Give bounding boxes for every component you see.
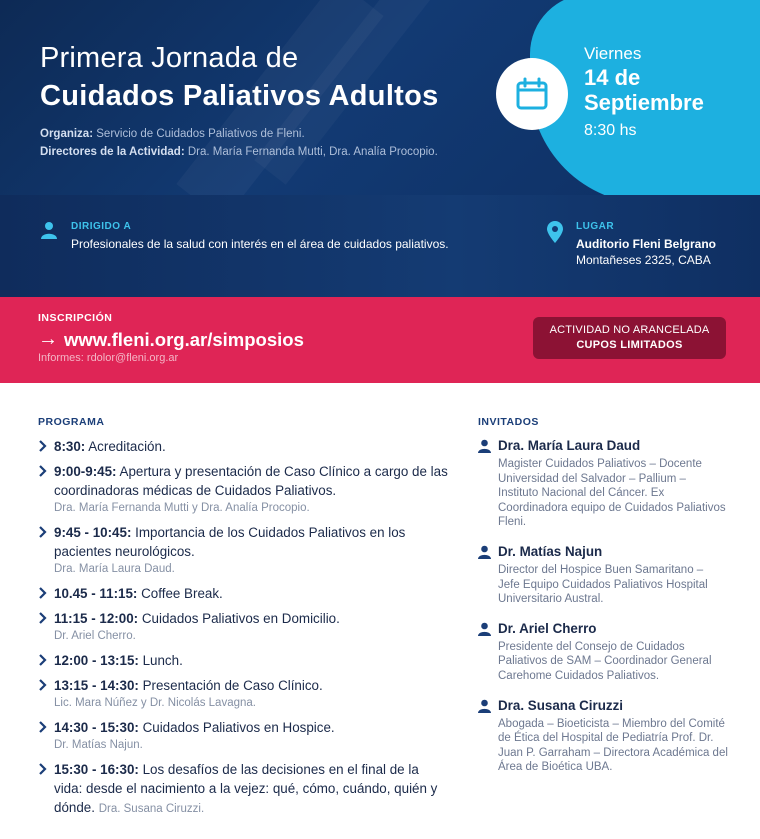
calendar-badge xyxy=(496,58,568,130)
program-text: Cuidados Paliativos en Domicilio. xyxy=(141,611,340,626)
contact-email[interactable]: Informes: rdolor@fleni.org.ar xyxy=(38,352,179,364)
badge-line2: CUPOS LIMITADOS xyxy=(576,339,683,351)
guest-name: Dr. Ariel Cherro xyxy=(498,620,597,636)
program-item xyxy=(38,437,450,456)
chevron-right-icon xyxy=(38,679,48,691)
registration-url[interactable]: www.fleni.org.ar/simposios xyxy=(64,328,304,350)
audience-label: DIRIGIDO A xyxy=(71,221,132,232)
guest-card xyxy=(478,543,728,607)
program-time: 9:45 - 10:45: xyxy=(54,525,132,540)
chevron-right-icon xyxy=(38,465,48,477)
program-time: 10.45 - 11:15: xyxy=(54,586,138,601)
guests-list xyxy=(478,437,728,788)
registration-band xyxy=(0,297,760,383)
program-item xyxy=(38,462,450,517)
guest-description: Director del Hospice Buen Samaritano – Jefe Equipo Cuidados Paliativos Hospital Universitario Austral. xyxy=(498,563,708,606)
program-text: Lunch. xyxy=(142,653,183,668)
date-day-of-week: Viernes xyxy=(584,44,642,63)
person-icon xyxy=(478,545,491,559)
date-time: 8:30 hs xyxy=(584,122,637,139)
program-text: Importancia de los Cuidados Paliativos en los pacientes neurológicos. xyxy=(54,525,406,559)
guest-description: Magister Cuidados Paliativos – Docente Universidad del Salvador – Pallium – Instituto Nacional del Cáncer. Ex Coordinadora equipo de Cuidados Paliativos Fleni. xyxy=(498,458,726,529)
date-month: Septiembre xyxy=(584,90,704,115)
program-time: 12:00 - 13:15: xyxy=(54,653,139,668)
program-time: 11:15 - 12:00: xyxy=(54,611,139,626)
program-speaker: Dr. Ariel Cherro. xyxy=(54,630,136,642)
guest-name: Dra. María Laura Daud xyxy=(498,438,641,453)
program-speaker: Dra. María Laura Daud. xyxy=(54,563,175,575)
program-text: Presentación de Caso Clínico. xyxy=(142,678,323,693)
program-item xyxy=(38,676,450,712)
person-icon xyxy=(478,622,491,636)
arrow-right-icon: → xyxy=(38,328,58,350)
program-time: 15:30 - 16:30: xyxy=(54,762,139,777)
program-item xyxy=(38,584,450,603)
program-text: Cuidados Paliativos en Hospice. xyxy=(142,720,335,735)
badge-line1: ACTIVIDAD NO ARANCELADA xyxy=(549,324,710,336)
venue-label: LUGAR xyxy=(576,221,615,232)
directors-value: Dra. María Fernanda Mutti, Dra. Analía Procopio. xyxy=(187,146,438,158)
organizer-label: Organiza: xyxy=(40,128,94,140)
person-icon xyxy=(40,221,58,239)
directors-label: Directores de la Actividad: xyxy=(40,146,185,158)
venue-address: Montañeses 2325, CABA xyxy=(576,253,711,267)
program-time: 14:30 - 15:30: xyxy=(54,720,139,735)
program-text: Acreditación. xyxy=(88,439,166,454)
person-icon xyxy=(478,439,491,453)
person-icon xyxy=(478,699,491,713)
program-item xyxy=(38,609,450,645)
chevron-right-icon xyxy=(38,763,48,775)
program-list xyxy=(38,437,450,825)
event-title-line1: Primera Jornada de xyxy=(40,42,299,74)
location-pin-icon xyxy=(547,221,563,243)
program-item xyxy=(38,718,450,754)
chevron-right-icon xyxy=(38,526,48,538)
chevron-right-icon xyxy=(38,721,48,733)
guest-card xyxy=(478,620,728,684)
guest-name: Dra. Susana Ciruzzi xyxy=(498,697,624,713)
info-band xyxy=(0,195,760,297)
guest-card xyxy=(478,697,728,775)
program-item xyxy=(38,760,450,819)
chevron-right-icon xyxy=(38,612,48,624)
chevron-right-icon xyxy=(38,440,48,452)
program-time: 13:15 - 14:30: xyxy=(54,678,139,693)
program-item xyxy=(38,651,450,670)
program-text: Coffee Break. xyxy=(141,586,223,601)
program-text: Apertura y presentación de Caso Clínico a cargo de las coordinadoras médicas de Cuidados Paliativos. xyxy=(54,464,448,498)
guests-title: INVITADOS xyxy=(478,416,539,428)
registration-link[interactable] xyxy=(38,328,304,351)
program-item xyxy=(38,523,450,578)
venue-name: Auditorio Fleni Belgrano xyxy=(576,237,716,251)
free-activity-badge xyxy=(533,317,726,359)
program-speaker: Dr. Matías Najun. xyxy=(54,739,143,751)
header-banner xyxy=(0,0,760,195)
program-time: 8:30: xyxy=(54,439,86,454)
directors-line xyxy=(40,146,438,158)
organizer-value: Servicio de Cuidados Paliativos de Fleni. xyxy=(96,128,305,140)
program-text: Los desafíos de las decisiones en el final de la vida: desde el nacimiento a la vejez: qué, cómo, cuándo, quién y dónde. xyxy=(54,762,438,815)
chevron-right-icon xyxy=(38,654,48,666)
guest-card xyxy=(478,437,728,530)
date-day: 14 de xyxy=(584,65,641,90)
program-speaker: Dra. María Fernanda Mutti y Dra. Analía Procopio. xyxy=(54,502,310,514)
registration-label: INSCRIPCIÓN xyxy=(38,312,113,324)
calendar-icon xyxy=(514,76,550,112)
guest-name: Dr. Matías Najun xyxy=(498,543,603,559)
program-speaker: Dra. Susana Ciruzzi. xyxy=(98,803,205,815)
program-title: PROGRAMA xyxy=(38,416,105,428)
organizer-line xyxy=(40,128,305,140)
event-title-line2: Cuidados Paliativos Adultos xyxy=(40,80,439,112)
chevron-right-icon xyxy=(38,587,48,599)
program-speaker: Lic. Mara Núñez y Dr. Nicolás Lavagna. xyxy=(54,697,256,709)
guest-description: Abogada – Bioeticista – Miembro del Comité de Ética del Hospital de Pediatría Prof. Dr. Juan P. Garraham – Directora Académica del Área de Bioética UBA. xyxy=(498,717,728,774)
program-time: 9:00-9:45: xyxy=(54,464,117,479)
guest-description: Presidente del Consejo de Cuidados Paliativos de SAM – Coordinador General Carehome Cuidados Paliativos. xyxy=(498,640,712,682)
audience-text: Profesionales de la salud con interés en el área de cuidados paliativos. xyxy=(71,237,449,251)
